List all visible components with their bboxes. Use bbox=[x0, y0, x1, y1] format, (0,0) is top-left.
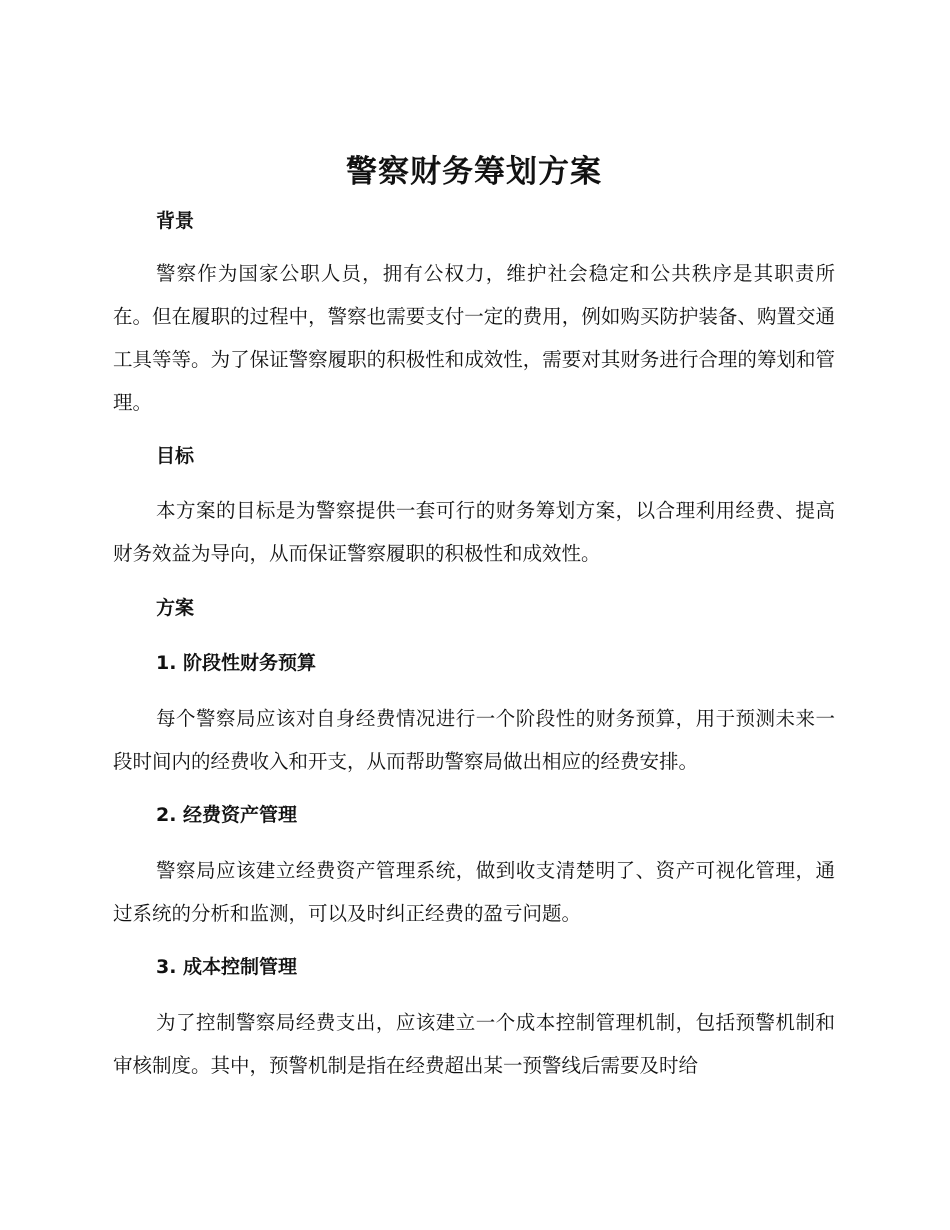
plan-item-paragraph-3: 为了控制警察局经费支出，应该建立一个成本控制管理机制，包括预警机制和审核制度。其中，预警机制是指在经费超出某一预警线后需要及时给 bbox=[113, 1011, 835, 1077]
plan-item-heading-1: 1. 阶段性财务预算 bbox=[156, 652, 317, 674]
plan-item-heading-2: 2. 经费资产管理 bbox=[156, 804, 298, 826]
plan-item-heading-3: 3. 成本控制管理 bbox=[156, 956, 298, 978]
plan-item-paragraph-1: 每个警察局应该对自身经费情况进行一个阶段性的财务预算，用于预测未来一段时间内的经费收入和开支，从而帮助警察局做出相应的经费安排。 bbox=[113, 707, 835, 773]
document-title: 警察财务筹划方案 bbox=[346, 154, 602, 190]
section-paragraph-background: 警察作为国家公职人员，拥有公权力，维护社会稳定和公共秩序是其职责所在。但在履职的过程中，警察也需要支付一定的费用，例如购买防护装备、购置交通工具等等。为了保证警察履职的积极性和成效性，需要对其财务进行合理的筹划和管理。 bbox=[113, 262, 835, 414]
plan-item-paragraph-2: 警察局应该建立经费资产管理系统，做到收支清楚明了、资产可视化管理，通过系统的分析和监测，可以及时纠正经费的盈亏问题。 bbox=[113, 859, 835, 925]
section-heading-background: 背景 bbox=[156, 210, 195, 232]
section-heading-plan: 方案 bbox=[156, 597, 195, 619]
section-paragraph-goal: 本方案的目标是为警察提供一套可行的财务筹划方案，以合理利用经费、提高财务效益为导向，从而保证警察履职的积极性和成效性。 bbox=[113, 499, 835, 565]
section-heading-goal: 目标 bbox=[156, 445, 195, 467]
